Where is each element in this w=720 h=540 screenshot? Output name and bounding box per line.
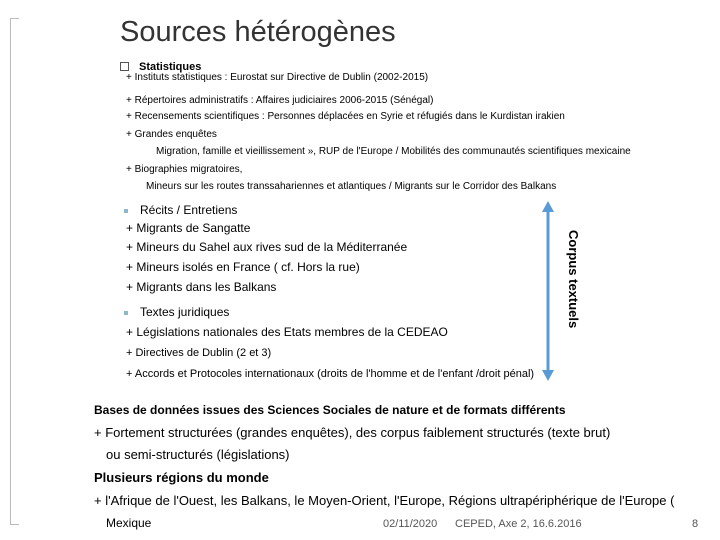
recits-item: + Mineurs du Sahel aux rives sud de la Méditerranée (126, 240, 408, 254)
recits-item: + Migrants de Sangatte (126, 221, 251, 235)
line-mineurs-routes: Mineurs sur les routes transsahariennes et atlantiques / Migrants sur le Corridor des Balkans (146, 181, 557, 192)
statistiques-label: Statistiques (139, 61, 202, 73)
section-statistiques (120, 59, 201, 73)
line-recensements: + Recensements scientifiques : Personnes déplacées en Syrie et réfugiés dans le Kurdistan irakien (126, 111, 565, 122)
textes-label: Textes juridiques (140, 305, 230, 319)
section-recits (124, 203, 237, 217)
recits-item: + Migrants dans les Balkans (126, 280, 277, 294)
square-bullet-icon (124, 209, 128, 213)
recits-label: Récits / Entretiens (140, 203, 238, 217)
line-repertoires: + Répertoires administratifs : Affaires judiciaires 2006-2015 (Sénégal) (126, 95, 434, 106)
line-instituts: + Instituts statistiques : Eurostat sur Directive de Dublin (2002-2015) (126, 72, 429, 83)
textes-item: + Directives de Dublin (2 et 3) (126, 347, 272, 359)
slide-frame (10, 18, 19, 525)
line-grandes-enquetes: + Grandes enquêtes (126, 129, 217, 140)
checkbox-bullet-icon (120, 62, 129, 71)
line-migration-famille: Migration, famille et vieillissement », RUP de l'Europe / Mobilités des communautés scientifiques mexicaine (156, 146, 631, 157)
line-biographies: + Biographies migratoires, (126, 164, 243, 175)
footer-page-number: 8 (692, 518, 699, 530)
section-textes (124, 305, 229, 319)
regions-line2: Mexique (106, 516, 152, 530)
footer-date: 02/11/2020 (383, 518, 438, 530)
slide-title: Sources hétérogènes (120, 16, 396, 48)
bases-line2: ou semi-structurés (législations) (106, 447, 290, 462)
recits-item: + Mineurs isolés en France ( cf. Hors la rue) (126, 260, 360, 274)
square-bullet-icon (124, 311, 128, 315)
textes-item: + Accords et Protocoles internationaux (droits de l'homme et de l'enfant /droit pénal) (126, 368, 535, 380)
regions-heading: Plusieurs régions du monde (94, 470, 269, 485)
footer-event: CEPED, Axe 2, 16.6.2016 (455, 518, 582, 530)
corpus-textuels-text: Corpus textuels (566, 230, 581, 329)
bases-line1: + Fortement structurées (grandes enquêtes), des corpus faiblement structurés (texte brut) (94, 425, 611, 440)
double-arrow-icon (540, 200, 556, 382)
textes-item: + Législations nationales des Etats membres de la CEDEAO (126, 325, 448, 339)
bases-heading: Bases de données issues des Sciences Sociales de nature et de formats différents (94, 403, 566, 417)
regions-line1: + l'Afrique de l'Ouest, les Balkans, le Moyen-Orient, l'Europe, Régions ultrapériphérique de l'Europe ( (94, 493, 675, 508)
